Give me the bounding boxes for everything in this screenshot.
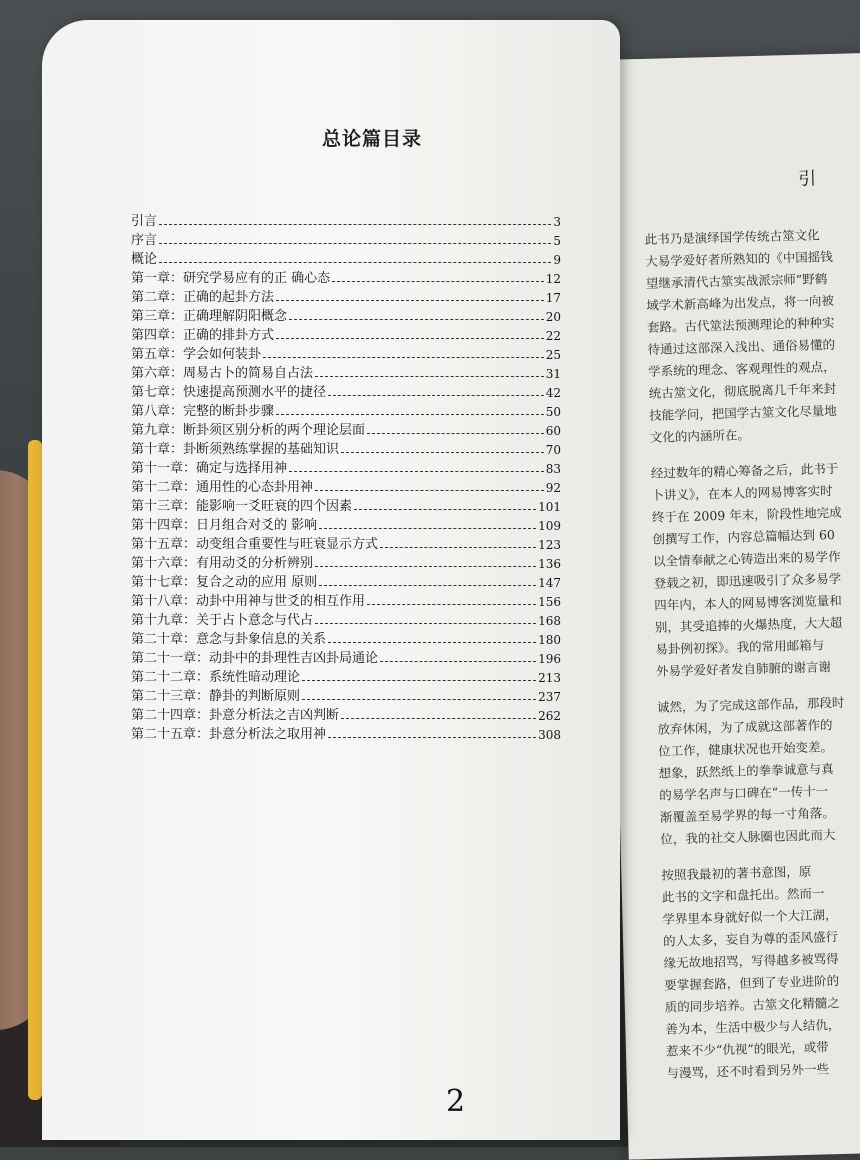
toc-leader <box>332 281 544 282</box>
toc-label: 第二十四章：卦意分析法之吉凶判断 <box>131 708 340 723</box>
toc-page-number: 17 <box>545 291 561 305</box>
toc-page-number: 101 <box>538 500 561 514</box>
toc-page-number: 123 <box>538 538 561 552</box>
toc-leader <box>276 414 544 415</box>
toc-row <box>131 362 561 381</box>
text-line: 想象，跃然纸上的拳拳诚意与真 <box>658 761 834 781</box>
text-line: 别，其受追捧的火爆热度，大大超 <box>654 614 843 635</box>
text-line: 的易学名声与口碑在“一传十一 <box>659 783 829 803</box>
toc-row <box>131 324 561 343</box>
toc-page-number: 168 <box>538 614 561 628</box>
toc-label: 第三章：正确理解阴阳概念 <box>131 309 288 324</box>
toc-page-number: 136 <box>538 557 561 571</box>
text-line: 创撰写工作，内容总篇幅达到 60 <box>652 527 836 547</box>
toc-leader <box>315 623 536 624</box>
toc-row <box>131 286 561 305</box>
toc-page-number: 50 <box>545 405 561 419</box>
table-of-contents <box>131 210 561 742</box>
toc-label: 概论 <box>131 252 158 267</box>
text-line: 登载之初，即迅速吸引了众多易学 <box>653 570 842 591</box>
toc-leader <box>380 661 536 662</box>
toc-leader <box>289 319 544 320</box>
toc-label: 第二章：正确的起卦方法 <box>131 290 275 305</box>
toc-label: 第十三章：能影响一爻旺衰的四个因素 <box>131 499 353 514</box>
toc-label: 第十六章：有用动爻的分析辨别 <box>131 556 314 571</box>
toc-label: 第一章：研究学易应有的正 确心态 <box>131 271 331 286</box>
toc-label: 第十一章：确定与选择用神 <box>131 461 288 476</box>
toc-leader <box>341 452 544 453</box>
toc-label: 第十四章：日月组合对爻的 影响 <box>131 518 318 533</box>
toc-page-number: 70 <box>545 443 561 457</box>
toc-leader <box>289 471 544 472</box>
toc-row <box>131 514 561 533</box>
toc-leader <box>367 433 544 434</box>
toc-leader <box>341 718 536 719</box>
toc-page-number: 109 <box>538 519 561 533</box>
toc-page-number: 31 <box>545 367 561 381</box>
text-line: 缘无故地招骂，写得越多被骂得 <box>663 951 839 971</box>
toc-row <box>131 438 561 457</box>
toc-row <box>131 400 561 419</box>
toc-leader <box>315 490 544 491</box>
toc-label: 第八章：完整的断卦步骤 <box>131 404 275 419</box>
toc-page-number: 180 <box>538 633 561 647</box>
toc-row <box>131 552 561 571</box>
book-cover-edge <box>28 440 42 1100</box>
toc-page-number: 5 <box>553 234 561 248</box>
toc-label: 第十二章：通用性的心态卦用神 <box>131 480 314 495</box>
page-title: 总论篇目录 <box>321 128 422 150</box>
toc-label: 第二十一章：动卦中的卦理性吉凶卦局通论 <box>131 651 379 666</box>
toc-leader <box>302 680 536 681</box>
toc-leader <box>159 224 551 225</box>
toc-row <box>131 609 561 628</box>
toc-leader <box>328 737 536 738</box>
toc-label: 第十九章：关于占卜意念与代占 <box>131 613 314 628</box>
text-line: 四年内，本人的网易博客浏览量和 <box>654 592 842 613</box>
toc-page-number: 213 <box>538 671 561 685</box>
text-line: 与漫骂，还不时看到另外一些 <box>666 1061 830 1081</box>
toc-page-number: 156 <box>538 595 561 609</box>
toc-label: 第四章：正确的排卦方式 <box>131 328 275 343</box>
right-page-title: 引 <box>797 168 817 190</box>
toc-label: 第二十章：意念与卦象信息的关系 <box>131 632 327 647</box>
text-line: 套路。古代筮法预测理论的种种实 <box>646 314 835 335</box>
toc-label: 第二十三章：静卦的判断原则 <box>131 689 301 704</box>
text-line: 的人太多，妄自为尊的歪风盛行 <box>662 929 839 949</box>
toc-leader <box>315 566 536 567</box>
toc-leader <box>159 243 551 244</box>
toc-page-number: 196 <box>538 652 561 666</box>
text-line: 统古筮文化，彻底脱离几千年来封 <box>648 380 837 401</box>
text-line: 以全情奉献之心铸造出来的易学作 <box>652 548 841 569</box>
toc-label: 第二十五章：卦意分析法之取用神 <box>131 727 327 742</box>
toc-leader <box>328 642 536 643</box>
toc-row <box>131 267 561 286</box>
text-line: 大易学爱好者所熟知的《中国摇钱 <box>645 248 833 269</box>
toc-label: 第十章：卦断须熟练掌握的基础知识 <box>131 442 340 457</box>
text-line: 要掌握套路，但到了专业进阶的 <box>664 973 840 993</box>
text-line: 卜讲义》，在本人的网易博客实时 <box>651 483 833 503</box>
toc-leader <box>354 509 536 510</box>
right-page <box>600 52 860 1159</box>
toc-leader <box>319 528 536 529</box>
toc-page-number: 12 <box>545 272 561 286</box>
text-line: 诚然，为了完成这部作品，那段时 <box>656 694 845 715</box>
toc-label: 序言 <box>131 233 158 248</box>
toc-row <box>131 723 561 742</box>
text-line: 外易学爱好者发自肺腑的谢言谢 <box>655 659 832 679</box>
toc-label: 第十七章：复合之动的应用 原则 <box>131 575 318 590</box>
toc-row <box>131 647 561 666</box>
toc-leader <box>276 338 544 339</box>
toc-page-number: 42 <box>545 386 561 400</box>
toc-page-number: 60 <box>545 424 561 438</box>
toc-label: 第十五章：动变组合重要性与旺衰显示方式 <box>131 537 379 552</box>
toc-row <box>131 381 561 400</box>
toc-row <box>131 571 561 590</box>
toc-label: 第九章：断卦须区别分析的两个理论层面 <box>131 423 366 438</box>
toc-leader <box>276 300 544 301</box>
toc-page-number: 92 <box>545 481 561 495</box>
text-line: 放弃休闲，为了成就这部著作的 <box>657 717 833 737</box>
toc-leader <box>328 395 544 396</box>
right-page-text <box>644 222 860 1085</box>
toc-row <box>131 590 561 609</box>
text-line: 易卦例初探》。我的常用邮箱与 <box>655 637 825 657</box>
text-line: 文化的内涵所在。 <box>649 427 751 445</box>
text-line: 学界里本身就好似一个大江湖， <box>662 907 838 927</box>
toc-label: 第十八章：动卦中用神与世爻的相互作用 <box>131 594 366 609</box>
toc-page-number: 308 <box>538 728 561 742</box>
toc-row <box>131 419 561 438</box>
text-line: 渐覆盖至易学界的每一寸角落。 <box>659 805 835 825</box>
text-line: 位工作，健康状况也开始变差。 <box>657 739 834 759</box>
toc-page-number: 20 <box>545 310 561 324</box>
toc-row <box>131 343 561 362</box>
toc-row <box>131 495 561 514</box>
toc-page-number: 9 <box>553 253 561 267</box>
toc-leader <box>319 585 536 586</box>
toc-page-number: 3 <box>553 215 561 229</box>
toc-page-number: 262 <box>538 709 561 723</box>
toc-page-number: 237 <box>538 690 561 704</box>
text-line: 待通过这部深入浅出、通俗易懂的 <box>647 336 836 357</box>
text-line: 域学术新高峰为出发点，将一向被 <box>646 292 835 313</box>
toc-page-number: 147 <box>538 576 561 590</box>
toc-leader <box>367 604 536 605</box>
toc-row <box>131 704 561 723</box>
text-line: 此书的文字和盘托出。然而一 <box>661 885 825 905</box>
text-line: 终于在 2009 年末，阶段性地完成 <box>651 504 842 525</box>
toc-label: 引言 <box>131 214 158 229</box>
toc-page-number: 25 <box>545 348 561 362</box>
toc-row <box>131 210 561 229</box>
toc-leader <box>302 699 536 700</box>
toc-label: 第二十二章：系统性暗动理论 <box>131 670 301 685</box>
text-line: 善为本，生活中极少与人结仇， <box>665 1017 841 1037</box>
text-line: 质的同步培养。古筮文化精髓之 <box>664 995 840 1015</box>
text-line: 按照我最初的著书意图，原 <box>661 863 812 883</box>
toc-row <box>131 666 561 685</box>
toc-label: 第六章：周易古卜的简易自占法 <box>131 366 314 381</box>
toc-leader <box>159 262 551 263</box>
toc-row <box>131 685 561 704</box>
toc-label: 第五章：学会如何装卦 <box>131 347 262 362</box>
toc-leader <box>315 376 544 377</box>
text-line: 望继承清代古筮实战派宗师“野鹤 <box>645 271 828 291</box>
toc-row <box>131 248 561 267</box>
text-line: 经过数年的精心筹备之后，此书于 <box>650 460 839 481</box>
toc-row <box>131 457 561 476</box>
text-line: 位，我的社交人脉圈也因此而大 <box>660 827 836 847</box>
toc-label: 第七章：快速提高预测水平的捷径 <box>131 385 327 400</box>
toc-row <box>131 628 561 647</box>
toc-row <box>131 533 561 552</box>
page-number: 2 <box>446 1084 466 1119</box>
text-line: 惹来不少“仇视”的眼光，或带 <box>665 1039 829 1059</box>
toc-leader <box>380 547 536 548</box>
toc-row <box>131 229 561 248</box>
toc-page-number: 22 <box>545 329 561 343</box>
toc-page-number: 83 <box>545 462 561 476</box>
text-line: 技能学问，把国学古筮文化尽量地 <box>649 402 837 423</box>
text-line: 学系统的理念、客观理性的观点， <box>647 358 836 379</box>
toc-row <box>131 305 561 324</box>
toc-row <box>131 476 561 495</box>
text-line: 此书乃是演绎国学传统古筮文化 <box>644 227 820 247</box>
toc-leader <box>263 357 544 358</box>
